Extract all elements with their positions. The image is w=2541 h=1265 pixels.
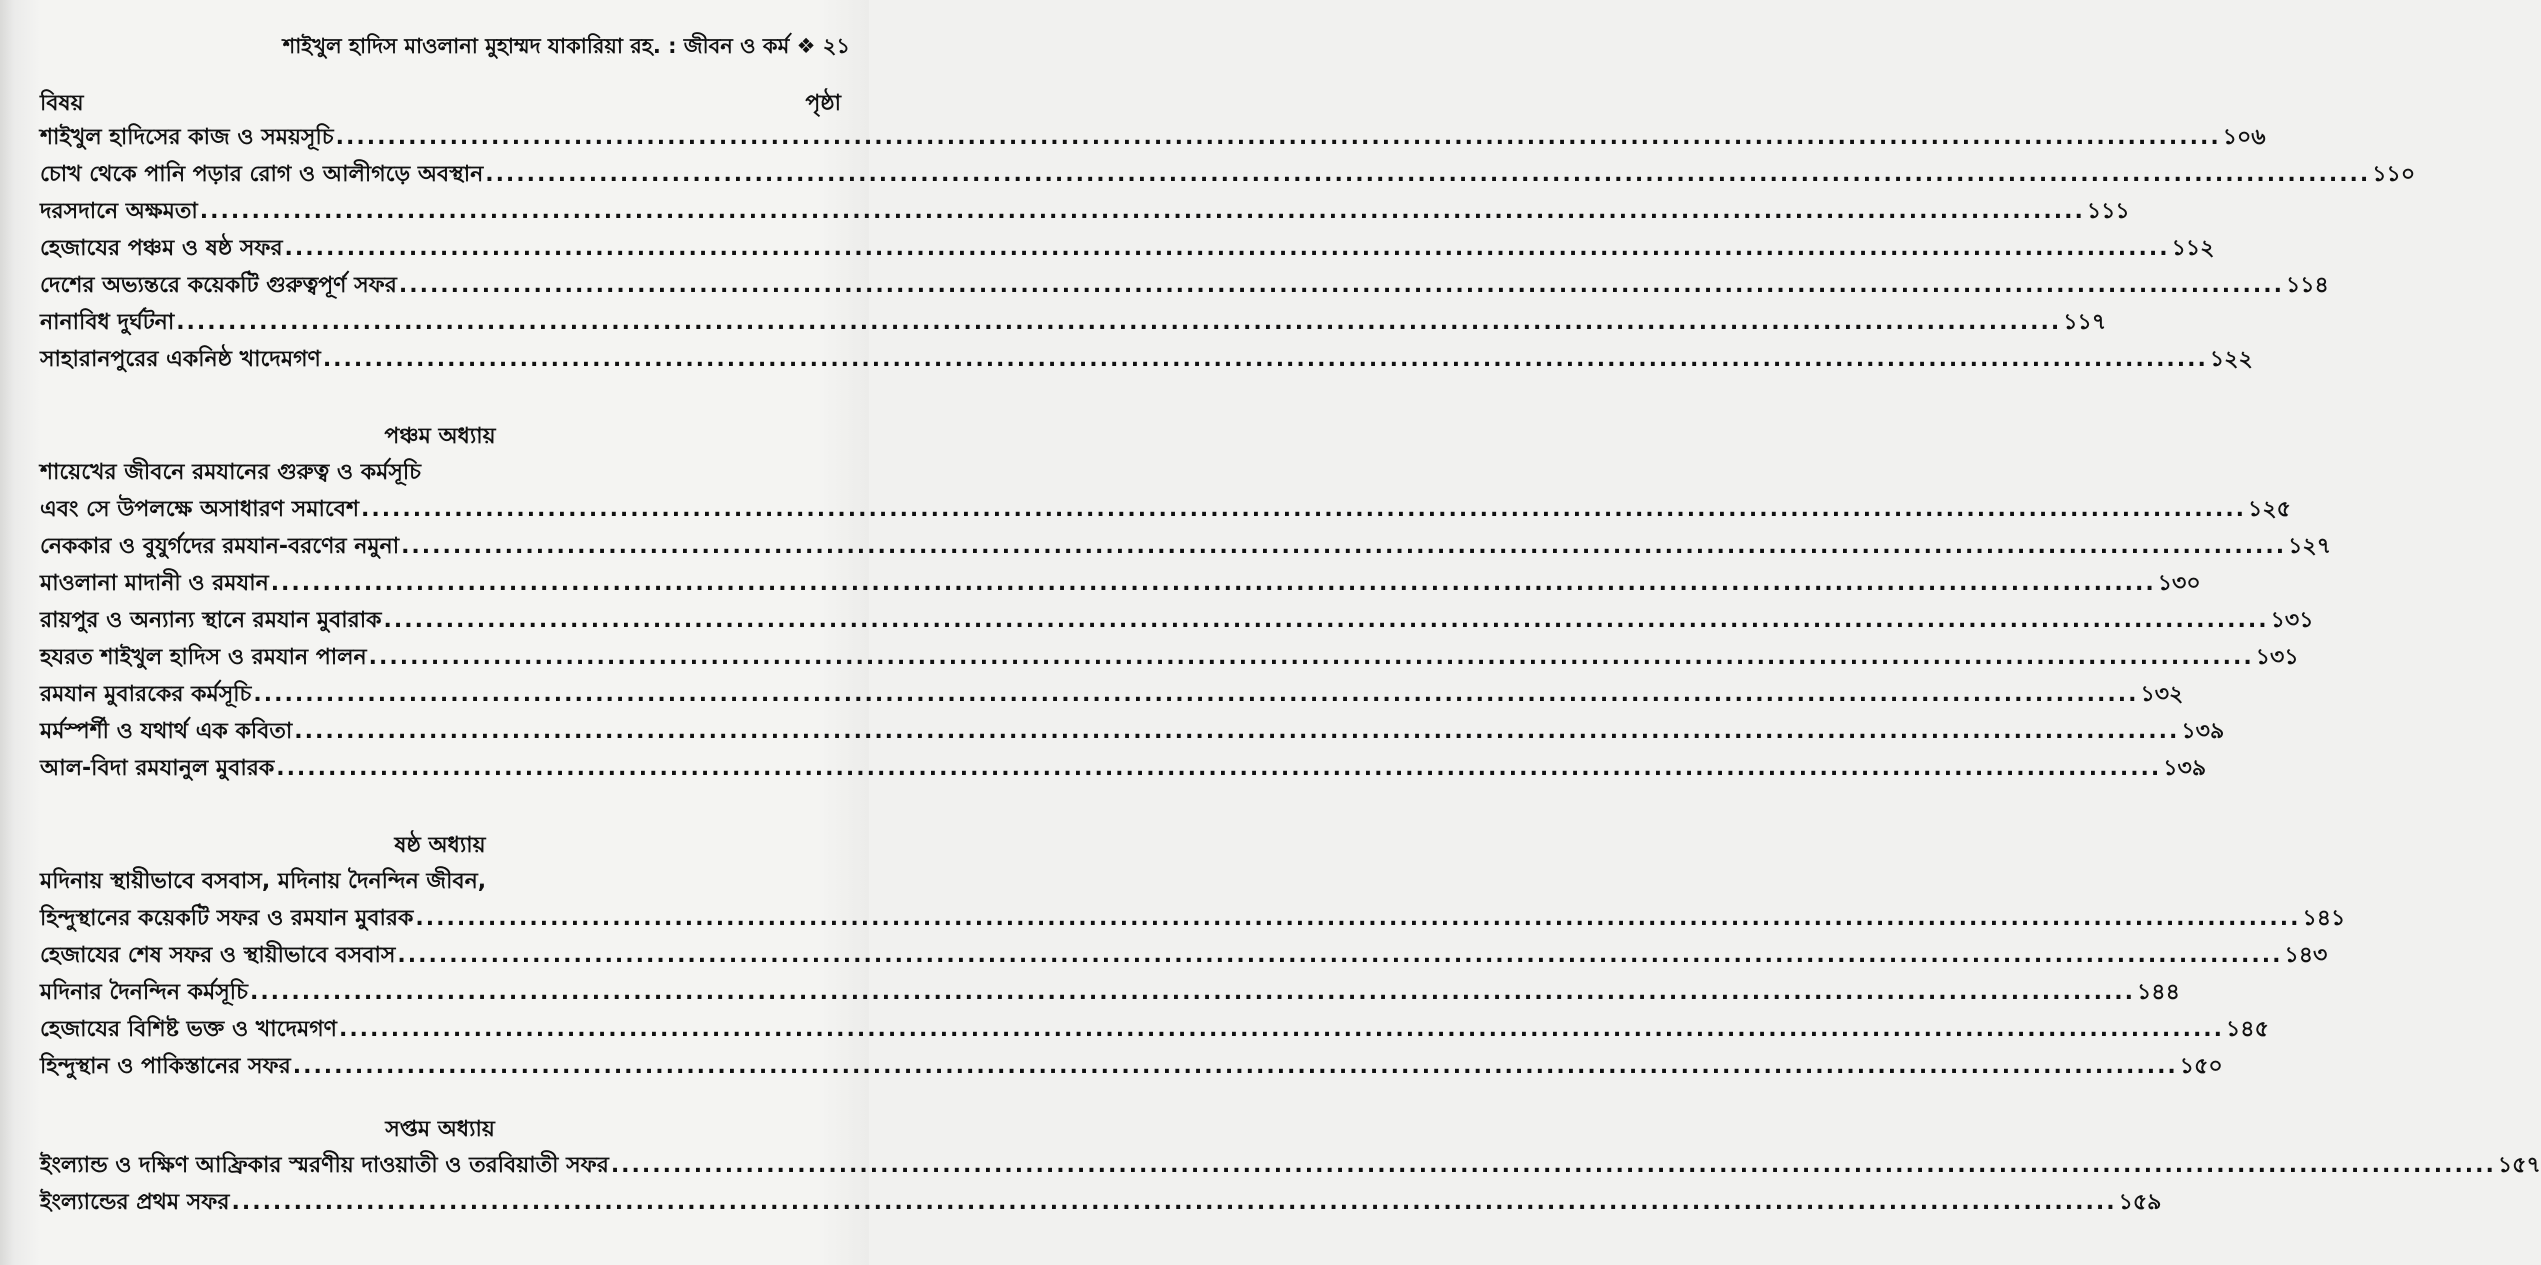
toc-entry-page: ১২২: [2209, 347, 2253, 372]
toc-entry-title: মদিনার দৈনন্দিন কর্মসূচি: [40, 980, 248, 1005]
toc-entry-title: হযরত শাইখুল হাদিস ও রমযান পালন: [40, 645, 367, 670]
toc-entry-title: দেশের অভ্যন্তরে কয়েকটি গুরুত্বপূর্ণ সফর: [40, 273, 397, 298]
toc-entry-page: ১৪৪: [2137, 980, 2180, 1005]
leader-dots: [384, 608, 2269, 633]
toc-entry-title: মর্মস্পর্শী ও যথার্থ এক কবিতা: [40, 719, 293, 744]
toc-entry-page: ১১২: [2171, 236, 2215, 261]
toc-entry: [40, 1148, 2541, 1185]
toc-entry-title: সাহারানপুরের একনিষ্ঠ খাদেমগণ: [40, 347, 321, 372]
toc-entry: [40, 566, 2201, 603]
page-column-heading: পৃষ্ঠা: [805, 91, 841, 116]
running-header: শাইখুল হাদিস মাওলানা মুহাম্মদ যাকারিয়া রহ. : জীবন ও কর্ম ❖ ২১: [282, 34, 850, 58]
leader-dots: [336, 125, 2221, 150]
toc-entry-page: ১৩৯: [2181, 719, 2225, 744]
toc-entry: [40, 1012, 2269, 1049]
toc-entry-page: ১৪৩: [2284, 943, 2328, 968]
toc-entry-title: রায়পুর ও অন্যান্য স্থানে রমযান মুবারাক: [40, 608, 382, 633]
leader-dots: [485, 162, 2370, 187]
toc-entry-title: আল-বিদা রমযানুল মুবারক: [40, 756, 275, 781]
toc-entry-page: ১৩০: [2157, 571, 2201, 596]
toc-entry-page: ১৩২: [2140, 682, 2184, 707]
leader-dots: [361, 497, 2246, 522]
toc-entry-page: ১১০: [2372, 162, 2416, 187]
toc-entry-page: ১৩৯: [2163, 756, 2207, 781]
leader-dots: [369, 645, 2254, 670]
toc-entry-page: ১৪১: [2302, 906, 2346, 931]
toc-entry: [40, 938, 2328, 975]
toc-entry-title: রমযান মুবারকের কর্মসূচি: [40, 682, 252, 707]
toc-entry: [40, 1049, 2223, 1086]
chapter-heading-7: সপ্তম অধ্যায়: [385, 1117, 495, 1142]
leader-dots: [339, 1017, 2224, 1042]
toc-entry: [40, 492, 2291, 529]
leader-dots: [399, 273, 2284, 298]
toc-entry: [40, 231, 2215, 268]
leader-dots: [415, 906, 2300, 931]
toc-entry-page: ১৪৫: [2226, 1017, 2269, 1042]
toc-entry: [40, 1185, 2162, 1222]
leader-dots: [276, 756, 2161, 781]
toc-entry-page: ১৩১: [2270, 608, 2314, 633]
leader-dots: [401, 534, 2286, 559]
leader-dots: [253, 682, 2138, 707]
toc-entry: [40, 975, 2180, 1012]
toc-entry: [40, 305, 2107, 342]
toc-entry-page: ১৫৯: [2118, 1190, 2162, 1215]
leader-dots: [285, 236, 2170, 261]
toc-entry-page: ১০৬: [2222, 125, 2266, 150]
leader-dots: [176, 310, 2061, 335]
toc-entry-title: ইংল্যান্ড ও দক্ষিণ আফ্রিকার স্মরণীয় দাওয়াতী ও তরবিয়াতী সফর: [40, 1153, 609, 1178]
toc-entry: [40, 603, 2314, 640]
leader-dots: [397, 943, 2282, 968]
toc-entry: [40, 342, 2253, 379]
toc-entry-title: মাওলানা মাদানী ও রমযান: [40, 571, 269, 596]
toc-lead-line: মদিনায় স্থায়ীভাবে বসবাস, মদিনায় দৈনন্দিন জীবন,: [40, 869, 487, 894]
leader-dots: [250, 980, 2135, 1005]
leader-dots: [293, 1054, 2178, 1079]
toc-entry-title: হিন্দুস্থানের কয়েকটি সফর ও রমযান মুবারক: [40, 906, 414, 931]
toc-entry-page: ১২৫: [2248, 497, 2291, 522]
toc-entry: [40, 751, 2207, 788]
toc-entry-page: ১১১: [2086, 199, 2130, 224]
toc-entry-title: হেজাযের শেষ সফর ও স্থায়ীভাবে বসবাস: [40, 943, 396, 968]
toc-entry-page: ১৩১: [2255, 645, 2299, 670]
toc-entry-title: চোখ থেকে পানি পড়ার রোগ ও আলীগড়ে অবস্থান: [40, 162, 484, 187]
toc-entry: [40, 640, 2299, 677]
leader-dots: [200, 199, 2085, 224]
toc-entry-page: ১১৭: [2063, 310, 2107, 335]
leader-dots: [294, 719, 2179, 744]
toc-entry-title: ইংল্যান্ডের প্রথম সফর: [40, 1190, 230, 1215]
toc-entry: [40, 157, 2416, 194]
toc-entry-title: হেজাযের পঞ্চম ও ষষ্ঠ সফর: [40, 236, 283, 261]
chapter-heading-6: ষষ্ঠ অধ্যায়: [394, 833, 486, 858]
toc-entry-title: নেককার ও বুযুর্গদের রমযান-বরণের নমুনা: [40, 534, 400, 559]
toc-entry: [40, 677, 2184, 714]
leader-dots: [232, 1190, 2117, 1215]
toc-entry: [40, 529, 2332, 566]
toc-entry-title: হেজাযের বিশিষ্ট ভক্ত ও খাদেমগণ: [40, 1017, 337, 1042]
toc-entry-title: হিন্দুস্থান ও পাকিস্তানের সফর: [40, 1054, 291, 1079]
toc-entry-page: ১৫৭: [2497, 1153, 2541, 1178]
leader-dots: [271, 571, 2156, 596]
toc-entry-title: দরসদানে অক্ষমতা: [40, 199, 198, 224]
toc-entry: [40, 120, 2266, 157]
toc-entry-page: ১২৭: [2288, 534, 2332, 559]
toc-entry-page: ১১৪: [2285, 273, 2329, 298]
chapter-heading-5: পঞ্চম অধ্যায়: [384, 424, 496, 449]
leader-dots: [611, 1153, 2496, 1178]
subject-column-heading: বিষয়: [40, 91, 84, 116]
toc-entry: [40, 901, 2346, 938]
toc-entry: [40, 268, 2329, 305]
toc-entry: [40, 714, 2225, 751]
table-of-contents: [40, 120, 2541, 1222]
toc-entry-page: ১৫০: [2179, 1054, 2223, 1079]
toc-entry-title: শাইখুল হাদিসের কাজ ও সময়সূচি: [40, 125, 334, 150]
toc-entry-title: নানাবিধ দুর্ঘটনা: [40, 310, 175, 335]
toc-entry: [40, 194, 2130, 231]
leader-dots: [323, 347, 2208, 372]
toc-entry-title: এবং সে উপলক্ষে অসাধারণ সমাবেশ: [40, 497, 359, 522]
toc-lead-line: শায়েখের জীবনে রমযানের গুরুত্ব ও কর্মসূচি: [40, 460, 422, 485]
